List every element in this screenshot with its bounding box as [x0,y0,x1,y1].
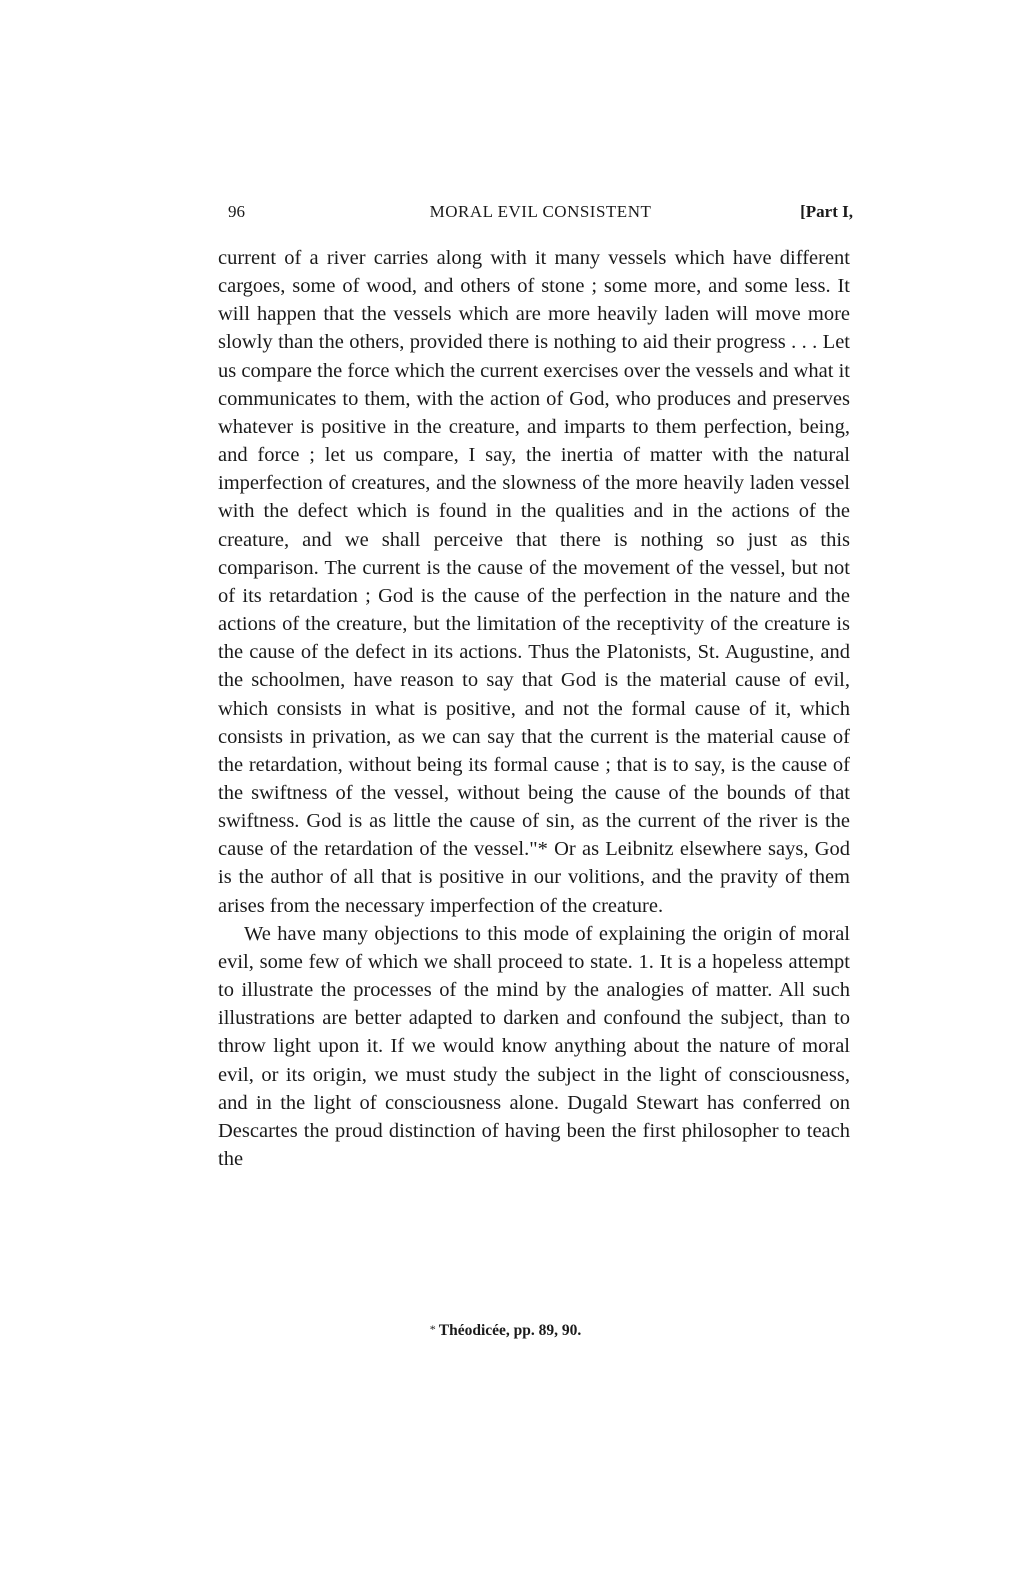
running-header [228,202,853,226]
paragraph-continued: current of a river carries along with it many vessels which have different cargoes, some of wood, and others of stone ; some more, and some less. It will happen that the vessels which are more heavily laden will move more slowly than the others, provided there is nothing to aid their progress . . . Let us compare the force which the current exercises over the vessels and what it communicates to them, with the action of God, who produces and preserves whatever is positive in the creature, and imparts to them perfection, being, and force ; let us compare, I say, the inertia of matter with the natural imperfection of creatures, and the slowness of the more heavily laden vessel with the defect which is found in the qualities and in the actions of the creature, and we shall perceive that there is nothing so just as this comparison. The current is the cause of the movement of the vessel, but not of its retardation ; God is the cause of the perfection in the nature and the actions of the creature, but the limitation of the receptivity of the creature is the cause of the defect in its actions. Thus the Platonists, St. Augustine, and the schoolmen, have reason to say that God is the material cause of evil, which consists in what is positive, and not the formal cause of it, which consists in privation, as we can say that the current is the material cause of the retardation, without being its formal cause ; that is to say, is the cause of the swiftness of the vessel, without being the cause of the bounds of that swiftness. God is as little the cause of sin, as the current of the river is the cause of the retardation of the vessel."* Or as Leibnitz elsewhere says, God is the author of all that is positive in our volitions, and the pravity of them arises from the necessary imperfection of the creature. [218,247,850,917]
running-title: MORAL EVIL CONSISTENT [429,202,652,221]
part-label: [Part I, [800,202,853,221]
paragraph: We have many objections to this mode of explaining the origin of moral evil, some few of which we shall proceed to state. 1. It is a hopeless attempt to illustrate the processes of the mind by the analogies of matter. All such illustrations are better adapted to darken and confound the subject, than to throw light upon it. If we would know anything about the nature of moral evil, or its origin, we must study the subject in the light of consciousness, and in the light of consciousness alone. Dugald Stewart has conferred on Descartes the proud distinction of having been the first philosopher to teach the [218,922,850,1170]
footnote [0,1322,1011,1340]
footnote-text: Théodicée, pp. 89, 90. [438,1322,582,1339]
body-text [218,244,850,1173]
page-number: 96 [228,202,245,221]
footnote-mark: * [429,1322,436,1336]
